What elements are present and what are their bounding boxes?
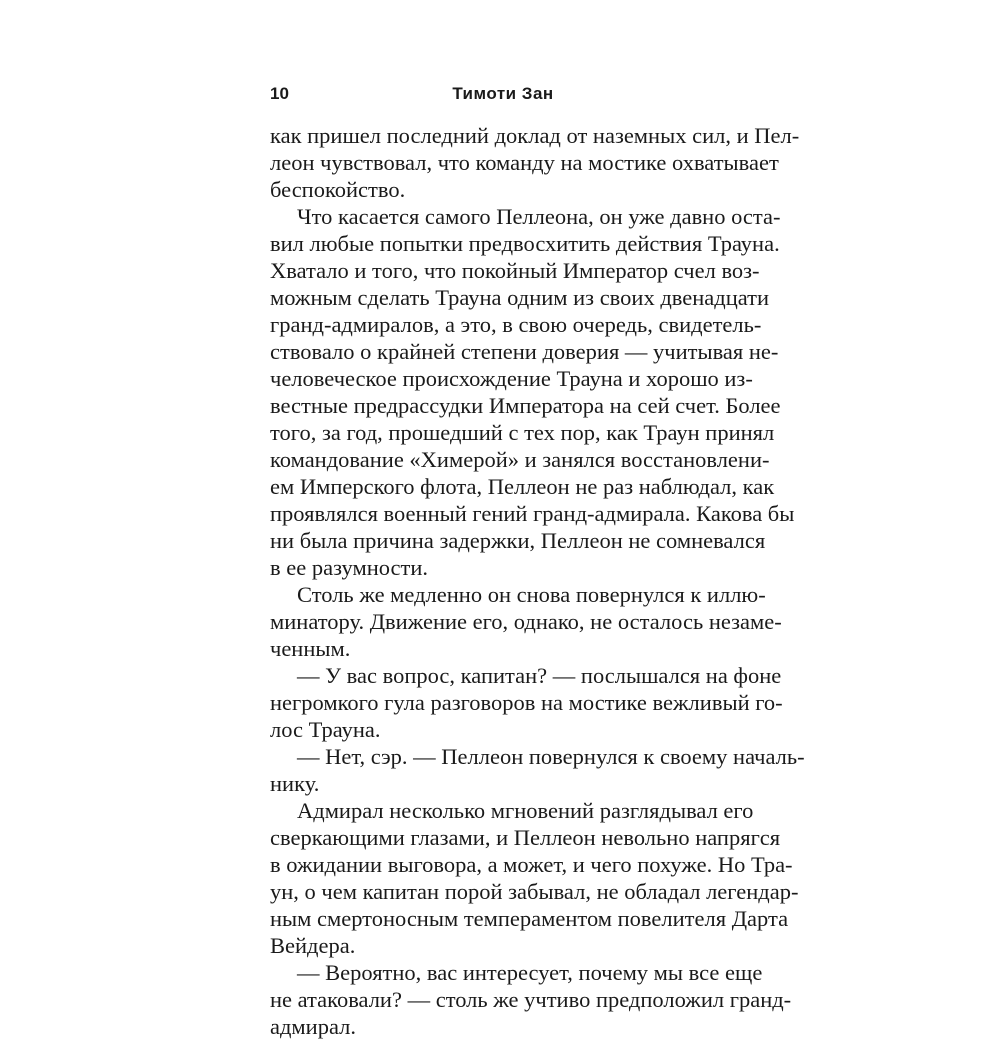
text-line: в ожидании выговора, а может, и чего похуже. Но Тра- [270,852,793,877]
paragraph [270,662,783,743]
text-line: можным сделать Трауна одним из своих двенадцати [270,285,770,310]
text-line: лос Трауна. [270,717,381,742]
text-line: Вейдера. [270,933,356,958]
paragraph [270,203,795,581]
paragraph [270,743,805,797]
text-line: как пришел последний доклад от наземных сил, и Пел- [270,123,800,148]
text-line: Столь же медленно он снова повернулся к иллю- [297,582,766,607]
text-line: ченным. [270,636,351,661]
text-line: леон чувствовал, что команду на мостике охватывает [270,150,779,175]
text-line: проявлялся военный гений гранд-адмирала. Какова бы [270,501,795,526]
text-line: негромкого гула разговоров на мостике вежливый го- [270,690,783,715]
paragraph [270,581,782,662]
text-line: ун, о чем капитан порой забывал, не обладал легендар- [270,879,799,904]
text-line: — Нет, сэр. — Пеллеон повернулся к своему началь- [297,744,805,769]
text-line: Адмирал несколько мгновений разглядывал его [297,798,754,823]
text-line: беспокойство. [270,177,406,202]
text-line: — Вероятно, вас интересует, почему мы все еще [297,960,763,985]
text-line: того, за год, прошедший с тех пор, как Траун принял [270,420,775,445]
text-line: нику. [270,771,320,796]
text-line: в ее разумности. [270,555,429,580]
page-header [270,84,736,108]
paragraph [270,122,800,203]
text-line: минатору. Движение его, однако, не осталось незаме- [270,609,782,634]
body-text [270,122,805,1040]
text-line: — У вас вопрос, капитан? — послышался на фоне [297,663,782,688]
text-line: гранд-адмиралов, а это, в свою очередь, свидетель- [270,312,762,337]
text-line: командование «Химерой» и занялся восстановлени- [270,447,770,472]
text-line: адмирал. [270,1014,357,1039]
text-line: не атаковали? — столь же учтиво предположил гранд- [270,987,792,1012]
text-line: Что касается самого Пеллеона, он уже давно оста- [297,204,781,229]
text-line: сверкающими глазами, и Пеллеон невольно напрягся [270,825,781,850]
text-line: ным смертоносным темпераментом повелителя Дарта [270,906,789,931]
text-line: ни была причина задержки, Пеллеон не сомневался [270,528,766,553]
text-line: Хватало и того, что покойный Император счел воз- [270,258,760,283]
page-number: 10 [270,84,289,103]
text-line: вестные предрассудки Императора на сей счет. Более [270,393,781,418]
text-line: ем Имперского флота, Пеллеон не раз наблюдал, как [270,474,775,499]
text-line: человеческое происхождение Трауна и хорошо из- [270,366,753,391]
running-head-author: Тимоти Зан [452,84,554,103]
paragraph [270,797,799,959]
text-line: вил любые попытки предвосхитить действия Трауна. [270,231,780,256]
text-line: ствовало о крайней степени доверия — учитывая не- [270,339,779,364]
